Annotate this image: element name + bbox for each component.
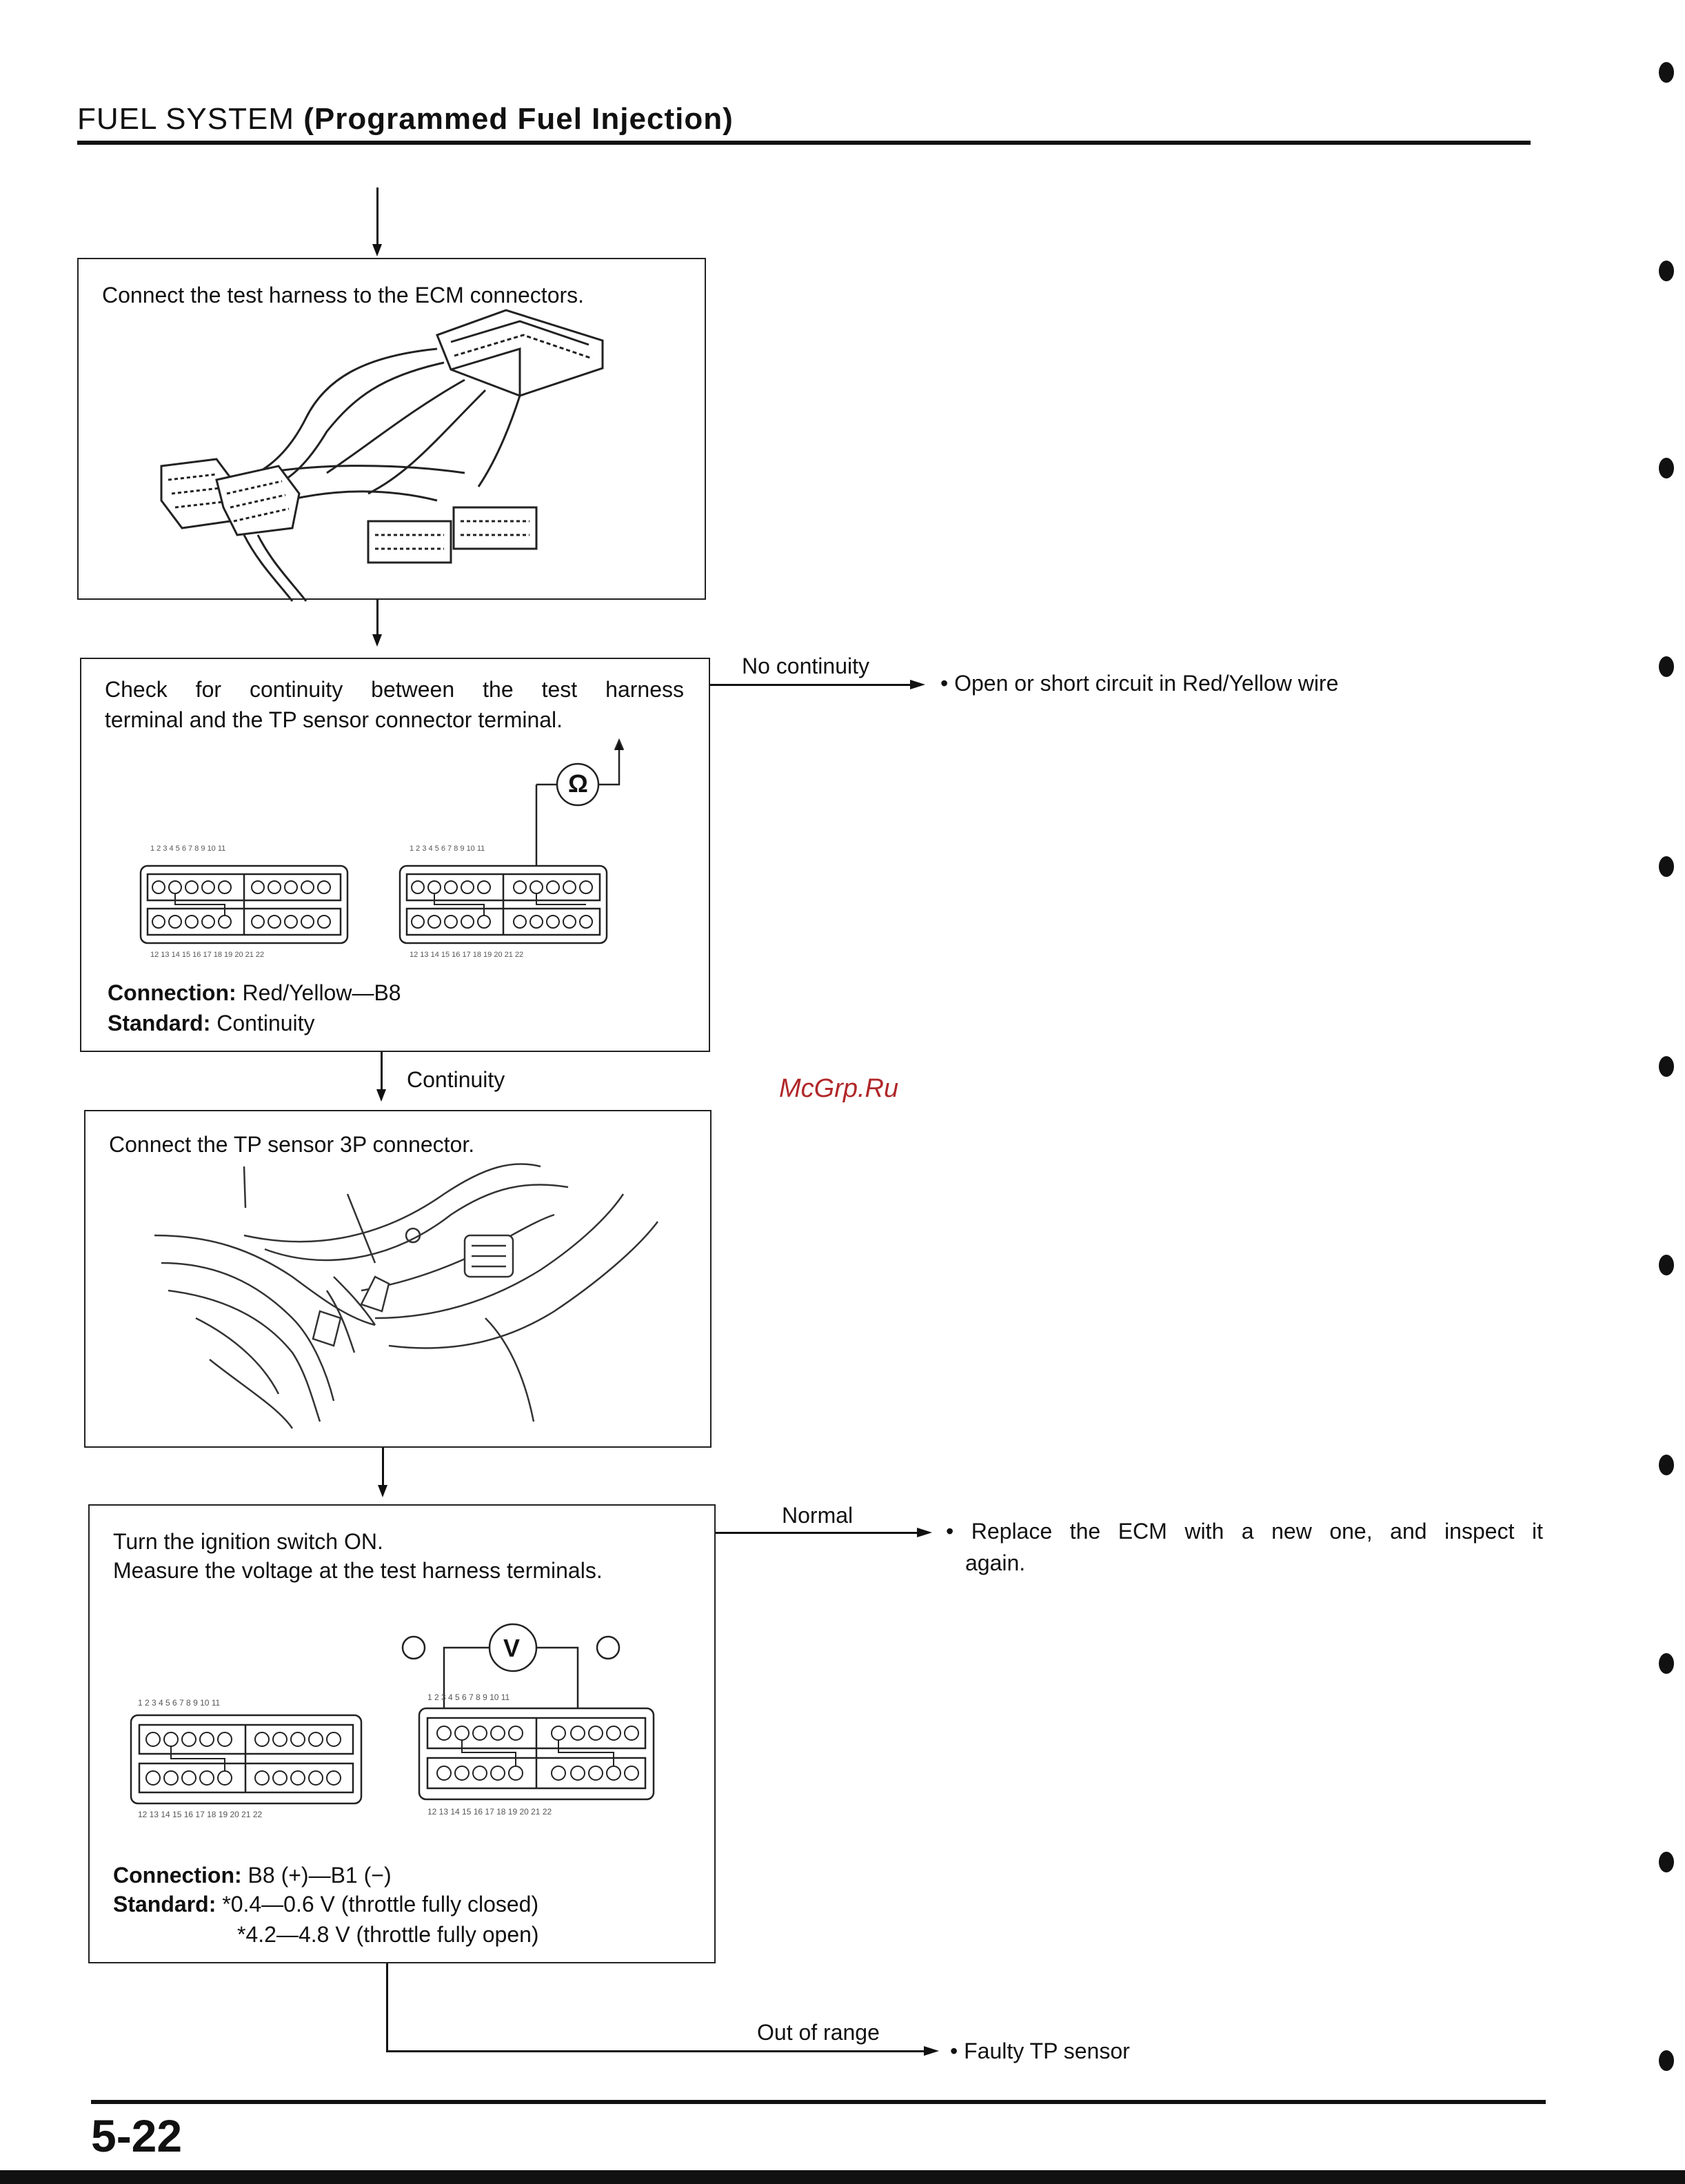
step-text-line1: Turn the ignition switch ON. (113, 1529, 383, 1554)
page-number: 5-22 (91, 2110, 183, 2161)
branch-line-out-of-range (386, 2050, 924, 2052)
branch-line-normal (716, 1532, 917, 1534)
connection-spec: Connection: Red/Yellow—B8 (108, 980, 401, 1005)
plus-terminal-symbol (594, 1630, 618, 1661)
terminal-numbers-bottom-left: 12 13 14 15 16 17 18 19 20 21 22 (150, 951, 265, 959)
step-check-continuity (80, 658, 710, 1052)
bottom-edge-shadow (0, 2170, 1685, 2184)
flow-arrow-entry (376, 188, 379, 244)
watermark: McGrp.Ru (779, 1074, 899, 1103)
step-text: Connect the test harness to the ECM connectors. (102, 283, 585, 307)
branch-label-continuity: Continuity (407, 1067, 505, 1092)
svg-text:1 2 3 4 5 6 7 8 9 10: 1 2 3 4 5 6 7 8 9 10 11 (138, 1698, 221, 1708)
flow-arrow-2-3 (381, 1052, 383, 1089)
step-text: Connect the TP sensor 3P connector. (109, 1132, 475, 1157)
step-connect-tp-sensor (84, 1110, 712, 1448)
branch-label-no-continuity: No continuity (742, 654, 869, 678)
page-title: FUEL SYSTEM (Programmed Fuel Injection) (77, 102, 734, 136)
header-rule (77, 141, 1531, 145)
tp-sensor-illustration (85, 1111, 713, 1449)
result-faulty-tp-sensor: • Faulty TP sensor (950, 2039, 1130, 2063)
svg-text:12 13 14 15 16 17 18 19 20 21: 12 13 14 15 16 17 18 19 20 21 22 (138, 1810, 263, 1819)
branch-line-out-of-range-vertical (386, 1963, 388, 2052)
step-text-line2: Measure the voltage at the test harness terminals. (113, 1558, 603, 1583)
step-text-line1: Check for continuity between the test harness (105, 677, 684, 702)
step-connect-harness (77, 258, 706, 600)
svg-text:1 2 3 4 5 6 7 8 9 10: 1 2 3 4 5 6 7 8 9 10 11 (427, 1692, 510, 1702)
svg-text:12 13 14 15 16 17 18 19 20 21: 12 13 14 15 16 17 18 19 20 21 22 (427, 1807, 552, 1817)
minus-terminal-symbol (400, 1630, 423, 1661)
test-harness-illustration (79, 259, 707, 601)
flow-arrow-1-2 (376, 600, 379, 634)
standard-spec: Standard: *0.4—0.6 V (throttle fully closed) (113, 1892, 539, 1917)
standard-spec-open: *4.2—4.8 V (throttle fully open) (237, 1922, 539, 1947)
flow-arrow-3-4 (382, 1448, 384, 1485)
footer-rule (91, 2100, 1546, 2104)
branch-line-no-continuity (710, 684, 910, 686)
connection-spec: Connection: B8 (+)—B1 (−) (113, 1863, 392, 1888)
branch-label-out-of-range: Out of range (757, 2020, 880, 2045)
ohm-symbol: Ω (568, 769, 588, 798)
result-open-short: • Open or short circuit in Red/Yellow wire (940, 671, 1339, 696)
terminal-numbers-top-right: 1 2 3 4 5 6 7 8 9 10 11 (410, 845, 485, 853)
standard-spec: Standard: Continuity (108, 1011, 315, 1035)
step-measure-voltage (88, 1504, 716, 1963)
step-text-line2: terminal and the TP sensor connector terminal. (105, 707, 563, 732)
branch-label-normal: Normal (782, 1503, 854, 1528)
result-replace-ecm-line1: • Replace the ECM with a new one, and inspect it (946, 1519, 1543, 1544)
terminal-numbers-bottom-right: 12 13 14 15 16 17 18 19 20 21 22 (410, 951, 524, 959)
voltmeter-symbol: V (503, 1634, 521, 1662)
result-replace-ecm-line2: again. (965, 1550, 1026, 1575)
terminal-numbers-top-left: 1 2 3 4 5 6 7 8 9 10 11 (150, 845, 226, 853)
